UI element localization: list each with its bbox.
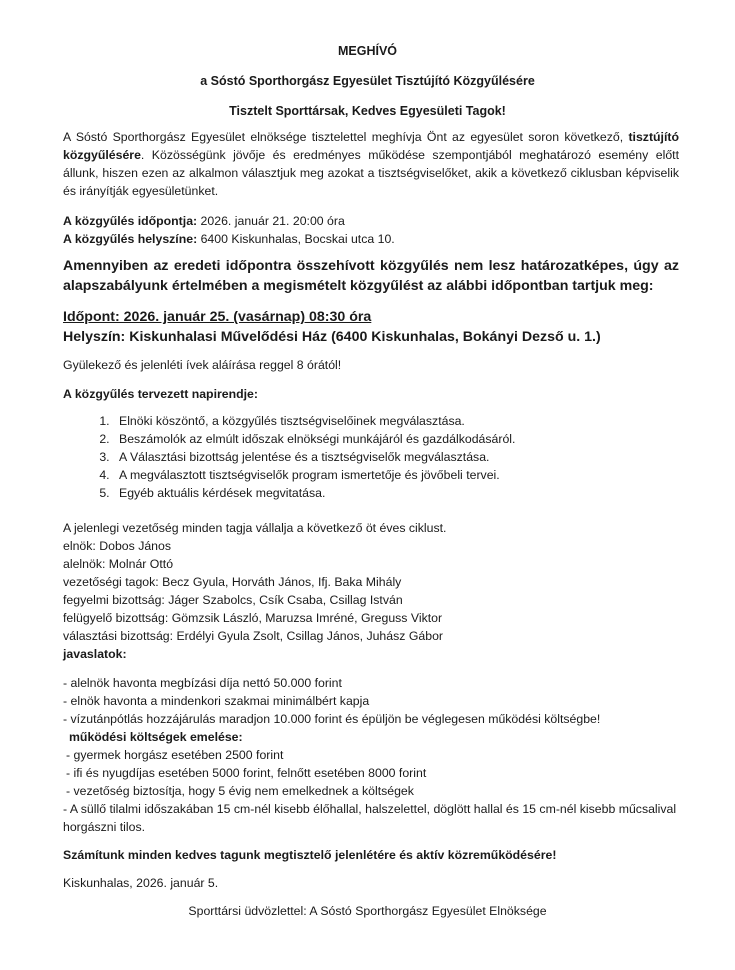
place-date: Kiskunhalas, 2026. január 5. <box>63 876 219 890</box>
meeting-place-value: 6400 Kiskunhalas, Bocskai utca 10. <box>197 232 395 246</box>
fishing-rule: - A süllő tilalmi időszakában 15 cm-nél kisebb élőhallal, halszelettel, döglött hallal és 15 cm-nél kisebb műcsalival horgászni tilos. <box>63 802 677 834</box>
intro-text-1: A Sóstó Sporthorgász Egyesület elnöksége tisztelettel meghívja Önt az egyesület soron következő, <box>63 130 629 144</box>
intro-paragraph <box>63 128 679 200</box>
cost-item: - ifi és nyugdíjas esetében 5000 forint, felnőtt esetében 8000 forint <box>66 766 427 780</box>
leadership-line: vezetőségi tagok: Becz Gyula, Horváth János, Ifj. Baka Mihály <box>63 575 402 589</box>
proposal-item: - elnök havonta a mindenkori szakmai minimálbért kapja <box>63 694 370 708</box>
repeat-meeting-date: Időpont: 2026. január 25. (vasárnap) 08:30 óra <box>63 309 372 325</box>
document-subtitle: a Sóstó Sporthorgász Egyesület Tisztújító Közgyűlésére <box>200 74 535 88</box>
agenda-item: 4. A megválasztott tisztségviselők program ismertetője és jövőbeli tervei. <box>113 466 679 484</box>
leadership-line: alelnök: Molnár Ottó <box>63 557 174 571</box>
leadership-line: elnök: Dobos János <box>63 539 172 553</box>
meeting-place-label: A közgyűlés helyszíne: <box>63 232 198 246</box>
meeting-date-label: A közgyűlés időpontja: <box>63 214 198 228</box>
agenda-item: 1. Elnöki köszöntő, a közgyűlés tisztségviselőinek megválasztása. <box>113 412 679 430</box>
closing-statement: Számítunk minden kedves tagunk megtisztelő jelenlétére és aktív közreműködésére! <box>63 848 557 862</box>
agenda-list <box>63 412 679 502</box>
leadership-line: felügyelő bizottság: Gömzsik László, Maruzsa Imréné, Greguss Viktor <box>63 611 443 625</box>
leadership-line: fegyelmi bizottság: Jáger Szabolcs, Csík Csaba, Csillag István <box>63 593 403 607</box>
cost-item: - gyermek horgász esetében 2500 forint <box>66 748 284 762</box>
leadership-section <box>63 519 679 663</box>
meeting-place <box>63 230 679 248</box>
meeting-date <box>63 212 679 230</box>
proposal-item: - alelnök havonta megbízási díja nettó 50.000 forint <box>63 676 342 690</box>
agenda-list-container <box>63 412 679 502</box>
gathering-note: Gyülekező és jelenléti ívek aláírása reggel 8 órától! <box>63 358 342 372</box>
repeat-meeting-place: Helyszín: Kiskunhalasi Művelődési Ház (6400 Kiskunhalas, Bokányi Dezső u. 1.) <box>63 329 601 345</box>
proposals-heading: javaslatok: <box>63 647 127 661</box>
agenda-item: 3. A Választási bizottság jelentése és a tisztségviselők megválasztása. <box>113 448 679 466</box>
agenda-heading: A közgyűlés tervezett napirendje: <box>63 387 258 401</box>
leadership-intro: A jelenlegi vezetőség minden tagja vállalja a következő öt éves ciklust. <box>63 521 447 535</box>
document-title: MEGHÍVÓ <box>337 44 398 58</box>
signature: Sporttársi üdvözlettel: A Sóstó Sporthorgász Egyesület Elnöksége <box>188 904 547 918</box>
repeat-meeting <box>63 307 679 347</box>
agenda-item: 5. Egyéb aktuális kérdések megvitatása. <box>113 484 679 502</box>
proposal-item: - vízutánpótlás hozzájárulás maradjon 10.000 forint és épüljön be véglegesen működési költségbe! <box>63 712 601 726</box>
meeting-date-value: 2026. január 21. 20:00 óra <box>197 214 345 228</box>
leadership-line: választási bizottság: Erdélyi Gyula Zsolt, Csillag János, Juhász Gábor <box>63 629 444 643</box>
agenda-item: 2. Beszámolók az elmúlt időszak elnökségi munkájáról és gazdálkodásáról. <box>113 430 679 448</box>
quorum-notice: Amennyiben az eredeti időpontra összehívott közgyűlés nem lesz határozatképes, úgy az alapszabályunk értelmében a megismételt közgyűlést az alábbi időpontban tartjuk meg: <box>63 258 679 294</box>
cost-item: - vezetőség biztosítja, hogy 5 évig nem emelkednek a költségek <box>66 784 414 798</box>
intro-bold: tisztújító közgyűlésére <box>63 130 679 162</box>
intro-text-2: . Közösségünk jövője és eredményes működése szempontjából meghatározó esemény előtt állunk, hiszen ezen az alkalmon választjuk meg azokat a tisztségviselőket, akik a következő ciklusban képviselik és irányítják egyesületünket. <box>63 148 679 198</box>
proposals-section <box>63 674 679 836</box>
meeting-details <box>63 212 679 248</box>
greeting: Tisztelt Sporttársak, Kedves Egyesületi Tagok! <box>229 104 506 118</box>
cost-heading: működési költségek emelése: <box>69 730 243 744</box>
